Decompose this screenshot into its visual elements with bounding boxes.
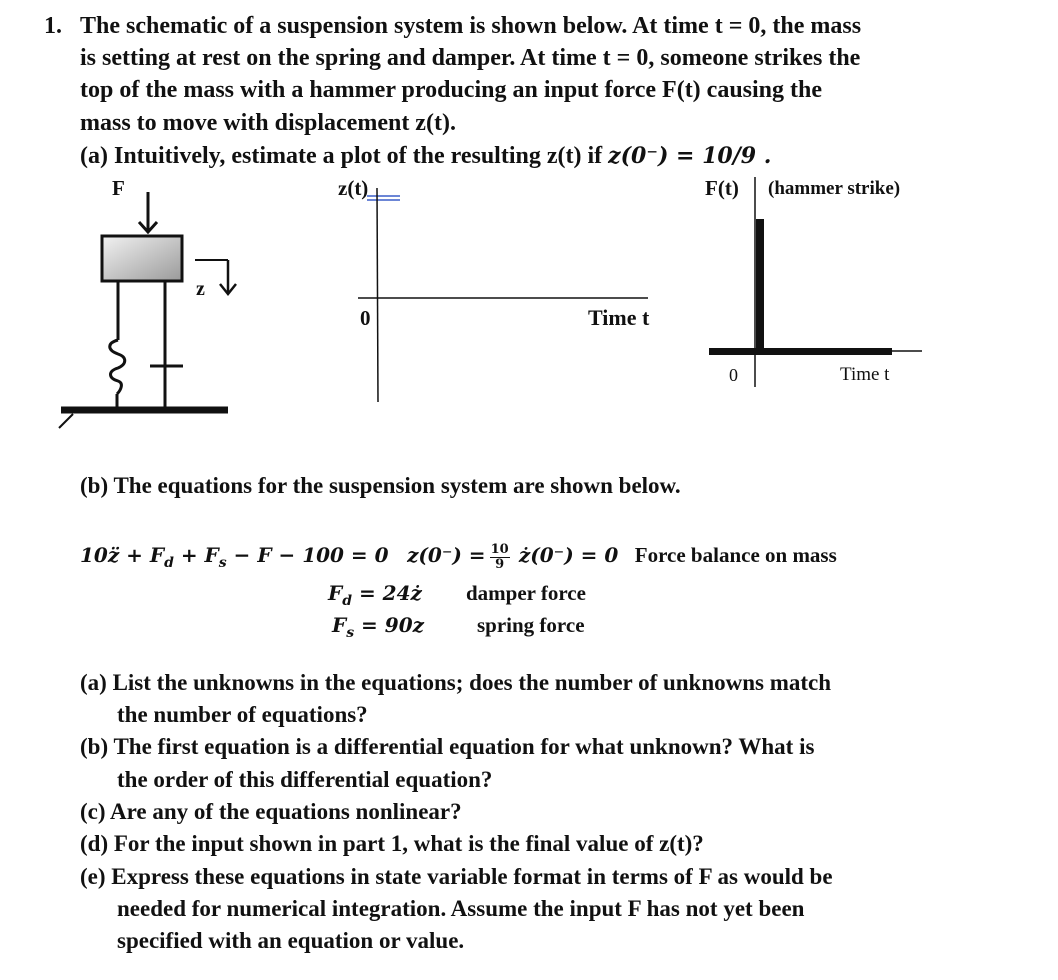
z-plot-y-axis bbox=[377, 188, 378, 402]
question-b-line-2: the order of this differential equation? bbox=[117, 767, 493, 792]
damper-note: damper force bbox=[466, 581, 586, 605]
z-plot-y-label: z(t) bbox=[338, 176, 369, 200]
suspension-schematic bbox=[55, 180, 255, 440]
ground bbox=[59, 410, 228, 428]
f-plot bbox=[700, 175, 930, 395]
initial-condition-zdot: ż(0⁻) = 0 bbox=[518, 543, 619, 567]
intro-line-1: The schematic of a suspension system is shown below. At time t = 0, the mass bbox=[80, 13, 862, 39]
z-plot-origin-label: 0 bbox=[360, 306, 371, 330]
question-e-line-3: specified with an equation or value. bbox=[117, 928, 465, 953]
intro-line-4: mass to move with displacement z(t). bbox=[80, 110, 456, 136]
spring bbox=[110, 281, 125, 410]
force-balance-equation: 10z̈ + $F_d + F_s - F - 100 = 0$ bbox=[80, 543, 389, 571]
part-a-initial-condition: z(0⁻) = 10/9 . bbox=[608, 143, 772, 169]
force-balance-note: Force balance on mass bbox=[634, 543, 837, 567]
f-plot-note: (hammer strike) bbox=[768, 178, 901, 199]
z-plot bbox=[350, 180, 650, 420]
f-plot-x-label: Time t bbox=[840, 364, 890, 385]
z-plot-x-label: Time t bbox=[588, 305, 650, 330]
displacement-label: z bbox=[196, 278, 205, 300]
force-arrow bbox=[139, 192, 157, 232]
intro-line-3: top of the mass with a hammer producing an input force F(t) causing the bbox=[80, 77, 823, 103]
mass-block bbox=[102, 236, 182, 281]
part-a-question bbox=[80, 140, 771, 172]
question-e-line-2: needed for numerical integration. Assume the input F has not yet been bbox=[117, 896, 805, 921]
equation-1-row bbox=[80, 542, 837, 576]
spring-equation: $F_s = 90z$ bbox=[332, 613, 424, 641]
spring-note: spring force bbox=[477, 613, 585, 637]
intro-line-2: is setting at rest on the spring and damper. At time t = 0, someone strikes the bbox=[80, 45, 861, 71]
f-plot-y-label: F(t) bbox=[705, 176, 739, 200]
question-a-line-1: (a) List the unknowns in the equations; does the number of unknowns match bbox=[80, 670, 832, 695]
part-a-text: (a) Intuitively, estimate a plot of the resulting z(t) if bbox=[80, 143, 603, 169]
f-plot-origin-label: 0 bbox=[729, 365, 738, 385]
question-e-line-1: (e) Express these equations in state variable format in terms of F as would be bbox=[80, 864, 833, 889]
hammer-baseline-bar bbox=[709, 348, 892, 355]
force-label: F bbox=[112, 176, 125, 200]
question-a-line-2: the number of equations? bbox=[117, 702, 368, 727]
hammer-impulse-bar bbox=[756, 219, 764, 352]
question-b-line-1: (b) The first equation is a differential equation for what unknown? What is bbox=[80, 734, 815, 759]
initial-condition-z-prefix: z(0⁻) = bbox=[407, 543, 486, 567]
question-c: (c) Are any of the equations nonlinear? bbox=[80, 799, 462, 824]
question-d: (d) For the input shown in part 1, what is the final value of z(t)? bbox=[80, 831, 704, 856]
damper-equation: $F_d$ = 24ż bbox=[328, 581, 422, 609]
initial-condition-fraction: $\frac{10}{9}$ bbox=[490, 541, 509, 572]
damper bbox=[150, 281, 183, 410]
problem-number: 1. bbox=[44, 13, 62, 39]
part-b-heading: (b) The equations for the suspension system are shown below. bbox=[80, 473, 681, 498]
